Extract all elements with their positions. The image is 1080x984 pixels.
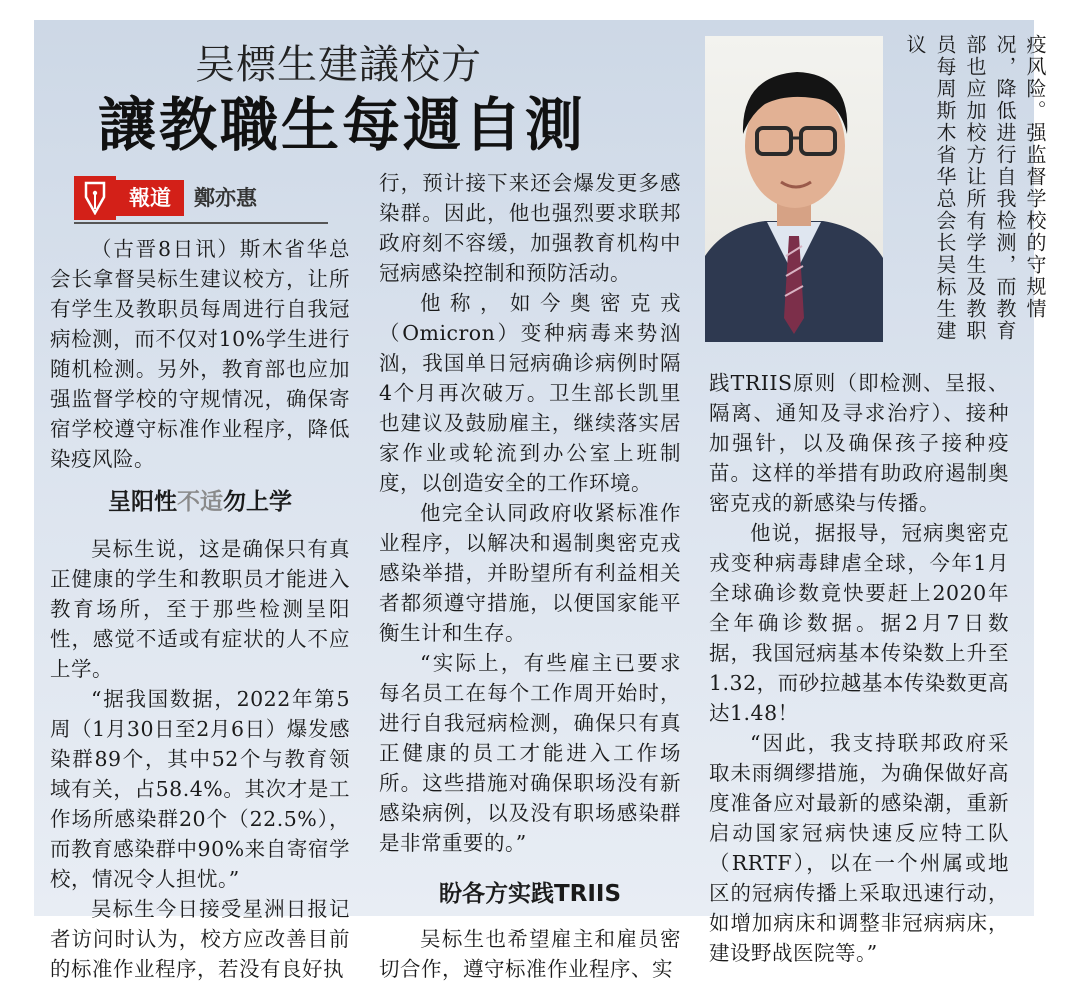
- paragraph: 吴标生也希望雇主和雇员密切合作，遵守标准作业程序、实: [379, 927, 681, 981]
- byline-tag: 報道: [116, 180, 184, 216]
- article-column-2: [379, 168, 681, 984]
- headline-subtitle: 吴標生建議校方: [195, 42, 482, 88]
- paragraph: “实际上，有些雇主已要求每名员工在每个工作周开始时，进行自我冠病检测，确保只有真正健康的员工才能进入工作场所。这些措施对确保职场没有新感染病例，以及没有职场感染群是非常重要的。”: [379, 651, 681, 855]
- paragraph: 践TRIIS原则（即检测、呈报、隔离、通知及寻求治疗）、接种加强针，以及确保孩子接种疫苗。这样的举措有助政府遏制奥密克戎的新感染与传播。: [709, 371, 1009, 515]
- subheading-part: 勿上学: [223, 489, 292, 515]
- pen-nib-icon: [74, 176, 116, 220]
- portrait-photo: [705, 36, 883, 342]
- subheading-part-gray: 不适: [177, 489, 223, 515]
- headline-title: 讓教職生每週自測: [98, 91, 587, 159]
- paragraph: 他说，据报导，冠病奥密克戎变种病毒肆虐全球，今年1月全球确诊数竟快要赶上2020年全年确诊数据。据2月7日数据，我国冠病基本传染数上升至1.32，而砂拉越基本传染数更高达1.48！: [709, 521, 1009, 725]
- paragraph: “因此，我支持联邦政府采取未雨绸缪措施，为确保做好高度准备应对最新的感染潮，重新启动国家冠病快速反应特工队（RRTF），以在一个州属或地区的冠病传播上采取迅速行动，如增加病床和调整非冠病病床，建设野战医院等。”: [709, 731, 1009, 965]
- photo-caption: 疫风险。强监督学校的守规情况，降低进行自我检测，而教育部也应加校方让所有学生及教职员每周斯木省华总会长吴标生建议: [903, 34, 1047, 342]
- paragraph: 吴标生说，这是确保只有真正健康的学生和教职员才能进入教育场所，至于那些检测呈阳性，感觉不适或有症状的人不应上学。: [50, 537, 350, 681]
- byline-divider: [74, 222, 328, 224]
- subheading: [50, 482, 350, 522]
- paragraph: 他完全认同政府收紧标准作业程序，以解决和遏制奥密克戎感染举措，并盼望所有利益相关者都须遵守措施，以便国家能平衡生计和生存。: [379, 501, 681, 645]
- subheading: 盼各方实践TRIIS: [438, 881, 622, 907]
- byline: [74, 176, 328, 220]
- paragraph: 他称，如今奥密克戎（Omicron）变种病毒来势汹汹，我国单日冠病确诊病例时隔4个月再次破万。卫生部长凯里也建议及鼓励雇主，继续落实居家作业或轮流到办公室上班制度，以创造安全的工作环境。: [379, 291, 681, 495]
- paragraph: 行，预计接下来还会爆发更多感染群。因此，他也强烈要求联邦政府刻不容缓，加强教育机构中冠病感染控制和预防活动。: [379, 171, 681, 285]
- byline-author: 鄭亦惠: [194, 186, 257, 210]
- article-column-1: [50, 234, 350, 984]
- paragraph: （古晋8日讯）斯木省华总会长拿督吴标生建议校方，让所有学生及教职员每周进行自我冠病检测，而不仅对10%学生进行随机检测。另外，教育部也应加强监督学校的守规情况，确保寄宿学校遵守标准作业程序，降低染疫风险。: [50, 237, 350, 471]
- article-column-3: [709, 368, 1009, 968]
- paragraph: 吴标生今日接受星洲日报记者访问时认为，校方应改善目前的标准作业程序，若没有良好执: [50, 897, 350, 981]
- subheading-part: 呈阳性: [108, 489, 177, 515]
- paragraph: “据我国数据，2022年第5周（1月30日至2月6日）爆发感染群89个，其中52个与教育领域有关，占58.4%。其次才是工作场所感染群20个（22.5%），而教育感染群中90%来自寄宿学校，情况令人担忧。”: [50, 687, 350, 891]
